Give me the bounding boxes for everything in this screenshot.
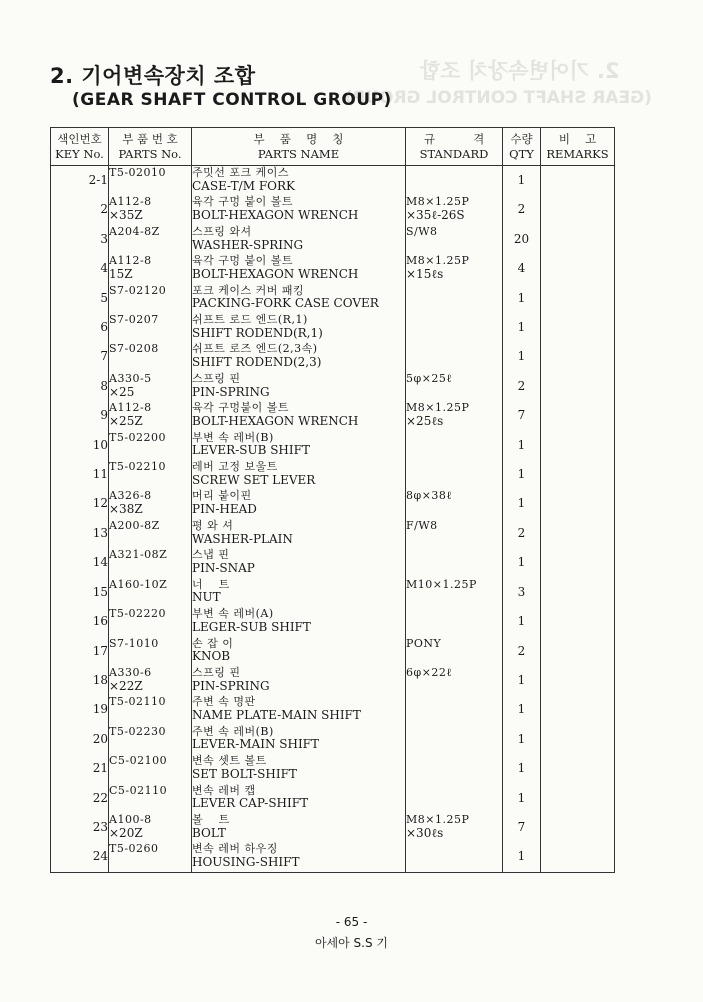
quantity: 1 <box>503 842 541 873</box>
part-name: 부변 속 레버(A) LEGER-SUB SHIFT <box>192 607 406 636</box>
table-row <box>51 166 615 196</box>
quantity: 2 <box>503 519 541 548</box>
remarks <box>541 784 615 813</box>
table-row <box>51 666 615 695</box>
part-no: T5-0260 <box>109 842 192 873</box>
part-name: 주변 속 명판 NAME PLATE-MAIN SHIFT <box>192 695 406 724</box>
quantity: 1 <box>503 754 541 783</box>
part-name: 부변 속 레버(B) LEVER-SUB SHIFT <box>192 431 406 460</box>
company-name: 아세아 S.S 기 <box>314 936 389 950</box>
key-no: 2-1 <box>51 166 109 196</box>
quantity: 1 <box>503 725 541 754</box>
part-name: 육각 구멍붙이 볼트 BOLT-HEXAGON WRENCH <box>192 401 406 430</box>
part-no: A330-5 ×25 <box>109 372 192 401</box>
quantity: 1 <box>503 548 541 577</box>
remarks <box>541 695 615 724</box>
part-name: 쉬프트 로드 엔드(R,1) SHIFT RODEND(R,1) <box>192 313 406 342</box>
remarks <box>541 813 615 842</box>
table-row <box>51 519 615 548</box>
standard: 6φ×22ℓ <box>406 666 503 695</box>
quantity: 1 <box>503 784 541 813</box>
header-qty: 수량 QTY <box>503 128 541 166</box>
section-title-en: (GEAR SHAFT CONTROL GROUP) <box>72 90 392 110</box>
remarks <box>541 607 615 636</box>
header-key: 색인번호 KEY No. <box>51 128 109 166</box>
table-row <box>51 401 615 430</box>
table-row <box>51 195 615 224</box>
table-row <box>51 725 615 754</box>
remarks <box>541 578 615 607</box>
remarks <box>541 725 615 754</box>
part-no: T5-02200 <box>109 431 192 460</box>
ghost-title-en: (GEAR SHAFT CONTROL GROUP) <box>345 88 652 108</box>
key-no: 17 <box>51 637 109 666</box>
remarks <box>541 489 615 518</box>
table-row <box>51 578 615 607</box>
table-row <box>51 813 615 842</box>
standard <box>406 754 503 783</box>
key-no: 16 <box>51 607 109 636</box>
part-no: A100-8 ×20Z <box>109 813 192 842</box>
part-name: 레버 고정 보울트 SCREW SET LEVER <box>192 460 406 489</box>
standard <box>406 342 503 371</box>
table-row <box>51 637 615 666</box>
header-parts-no: 부 품 번 호 PARTS No. <box>109 128 192 166</box>
key-no: 21 <box>51 754 109 783</box>
quantity: 1 <box>503 489 541 518</box>
part-no: S7-1010 <box>109 637 192 666</box>
standard: 8φ×38ℓ <box>406 489 503 518</box>
key-no: 9 <box>51 401 109 430</box>
quantity: 1 <box>503 313 541 342</box>
remarks <box>541 254 615 283</box>
part-no: A112-8 ×25Z <box>109 401 192 430</box>
part-name: 주밋선 포크 케이스 CASE-T/M FORK <box>192 166 406 196</box>
quantity: 1 <box>503 431 541 460</box>
part-no: A112-8 ×35Z <box>109 195 192 224</box>
header-remarks: 비 고 REMARKS <box>541 128 615 166</box>
remarks <box>541 284 615 313</box>
standard: M10×1.25P <box>406 578 503 607</box>
remarks <box>541 460 615 489</box>
part-no: T5-02230 <box>109 725 192 754</box>
quantity: 2 <box>503 637 541 666</box>
table-row <box>51 254 615 283</box>
part-name: 스냅 핀 PIN-SNAP <box>192 548 406 577</box>
standard <box>406 431 503 460</box>
table-row <box>51 372 615 401</box>
remarks <box>541 637 615 666</box>
table-row <box>51 784 615 813</box>
key-no: 10 <box>51 431 109 460</box>
part-name: 변속 레버 하우징 HOUSING-SHIFT <box>192 842 406 873</box>
key-no: 14 <box>51 548 109 577</box>
part-name: 육각 구멍 붙이 볼트 BOLT-HEXAGON WRENCH <box>192 195 406 224</box>
standard: M8×1.25P ×35ℓ-26S <box>406 195 503 224</box>
table-row <box>51 342 615 371</box>
remarks <box>541 313 615 342</box>
standard <box>406 284 503 313</box>
part-name: 포크 케이스 커버 패킹 PACKING-FORK CASE COVER <box>192 284 406 313</box>
key-no: 12 <box>51 489 109 518</box>
part-name: 손 잡 이 KNOB <box>192 637 406 666</box>
key-no: 2 <box>51 195 109 224</box>
key-no: 3 <box>51 225 109 254</box>
remarks <box>541 431 615 460</box>
remarks <box>541 519 615 548</box>
remarks <box>541 666 615 695</box>
part-name: 스프링 핀 PIN-SPRING <box>192 372 406 401</box>
standard: S/W8 <box>406 225 503 254</box>
quantity: 2 <box>503 372 541 401</box>
quantity: 7 <box>503 401 541 430</box>
part-no: T5-02010 <box>109 166 192 196</box>
part-no: A160-10Z <box>109 578 192 607</box>
part-no: S7-02120 <box>109 284 192 313</box>
part-name: 주변 속 레버(B) LEVER-MAIN SHIFT <box>192 725 406 754</box>
key-no: 24 <box>51 842 109 873</box>
part-name: 변속 레버 캡 LEVER CAP-SHIFT <box>192 784 406 813</box>
standard <box>406 607 503 636</box>
part-name: 변속 셋트 볼트 SET BOLT-SHIFT <box>192 754 406 783</box>
part-name: 볼 트 BOLT <box>192 813 406 842</box>
standard <box>406 166 503 196</box>
remarks <box>541 401 615 430</box>
remarks <box>541 195 615 224</box>
standard: 5φ×25ℓ <box>406 372 503 401</box>
quantity: 2 <box>503 195 541 224</box>
part-no: C5-02100 <box>109 754 192 783</box>
part-no: T5-02210 <box>109 460 192 489</box>
part-no: C5-02110 <box>109 784 192 813</box>
quantity: 3 <box>503 578 541 607</box>
ghost-title-ko: 2. 기어변속장치 조합 <box>420 59 620 83</box>
part-no: A200-8Z <box>109 519 192 548</box>
standard: PONY <box>406 637 503 666</box>
part-no: A321-08Z <box>109 548 192 577</box>
table-row <box>51 284 615 313</box>
part-name: 스프링 와셔 WASHER-SPRING <box>192 225 406 254</box>
remarks <box>541 754 615 783</box>
part-no: T5-02110 <box>109 695 192 724</box>
table-row <box>51 607 615 636</box>
quantity: 1 <box>503 666 541 695</box>
part-name: 쉬프트 로즈 엔드(2,3속) SHIFT RODEND(2,3) <box>192 342 406 371</box>
standard <box>406 725 503 754</box>
table-row <box>51 489 615 518</box>
part-name: 육각 구멍 붙이 볼트 BOLT-HEXAGON WRENCH <box>192 254 406 283</box>
quantity: 1 <box>503 607 541 636</box>
remarks <box>541 166 615 196</box>
key-no: 20 <box>51 725 109 754</box>
part-no: A330-6 ×22Z <box>109 666 192 695</box>
key-no: 6 <box>51 313 109 342</box>
part-no: A204-8Z <box>109 225 192 254</box>
quantity: 7 <box>503 813 541 842</box>
standard <box>406 460 503 489</box>
table-row <box>51 842 615 873</box>
section-title-ko: 2. 기어변속장치 조합 <box>50 64 256 88</box>
table-row <box>51 548 615 577</box>
standard <box>406 695 503 724</box>
header-parts-name: 부 품 명 칭 PARTS NAME <box>192 128 406 166</box>
key-no: 7 <box>51 342 109 371</box>
quantity: 1 <box>503 166 541 196</box>
key-no: 22 <box>51 784 109 813</box>
part-no: A112-8 15Z <box>109 254 192 283</box>
table-row <box>51 460 615 489</box>
standard <box>406 842 503 873</box>
table-row <box>51 313 615 342</box>
standard: F/W8 <box>406 519 503 548</box>
key-no: 13 <box>51 519 109 548</box>
part-no: T5-02220 <box>109 607 192 636</box>
standard <box>406 548 503 577</box>
remarks <box>541 548 615 577</box>
key-no: 4 <box>51 254 109 283</box>
part-name: 머리 붙이핀 PIN-HEAD <box>192 489 406 518</box>
table-row <box>51 695 615 724</box>
remarks <box>541 842 615 873</box>
quantity: 1 <box>503 695 541 724</box>
quantity: 1 <box>503 284 541 313</box>
table-header <box>51 128 615 166</box>
table-row <box>51 431 615 460</box>
standard: M8×1.25P ×25ℓs <box>406 401 503 430</box>
standard: M8×1.25P ×30ℓs <box>406 813 503 842</box>
standard <box>406 784 503 813</box>
parts-table <box>50 127 615 873</box>
table-row <box>51 754 615 783</box>
key-no: 11 <box>51 460 109 489</box>
quantity: 1 <box>503 342 541 371</box>
header-standard: 규 격 STANDARD <box>406 128 503 166</box>
key-no: 5 <box>51 284 109 313</box>
remarks <box>541 225 615 254</box>
quantity: 1 <box>503 460 541 489</box>
standard: M8×1.25P ×15ℓs <box>406 254 503 283</box>
part-name: 평 와 셔 WASHER-PLAIN <box>192 519 406 548</box>
key-no: 8 <box>51 372 109 401</box>
remarks <box>541 342 615 371</box>
part-no: A326-8 ×38Z <box>109 489 192 518</box>
key-no: 15 <box>51 578 109 607</box>
quantity: 20 <box>503 225 541 254</box>
part-name: 너 트 NUT <box>192 578 406 607</box>
key-no: 18 <box>51 666 109 695</box>
standard <box>406 313 503 342</box>
part-name: 스프링 핀 PIN-SPRING <box>192 666 406 695</box>
part-no: S7-0208 <box>109 342 192 371</box>
key-no: 23 <box>51 813 109 842</box>
table-row <box>51 225 615 254</box>
key-no: 19 <box>51 695 109 724</box>
quantity: 4 <box>503 254 541 283</box>
remarks <box>541 372 615 401</box>
part-no: S7-0207 <box>109 313 192 342</box>
page-number: - 65 - <box>335 915 368 929</box>
